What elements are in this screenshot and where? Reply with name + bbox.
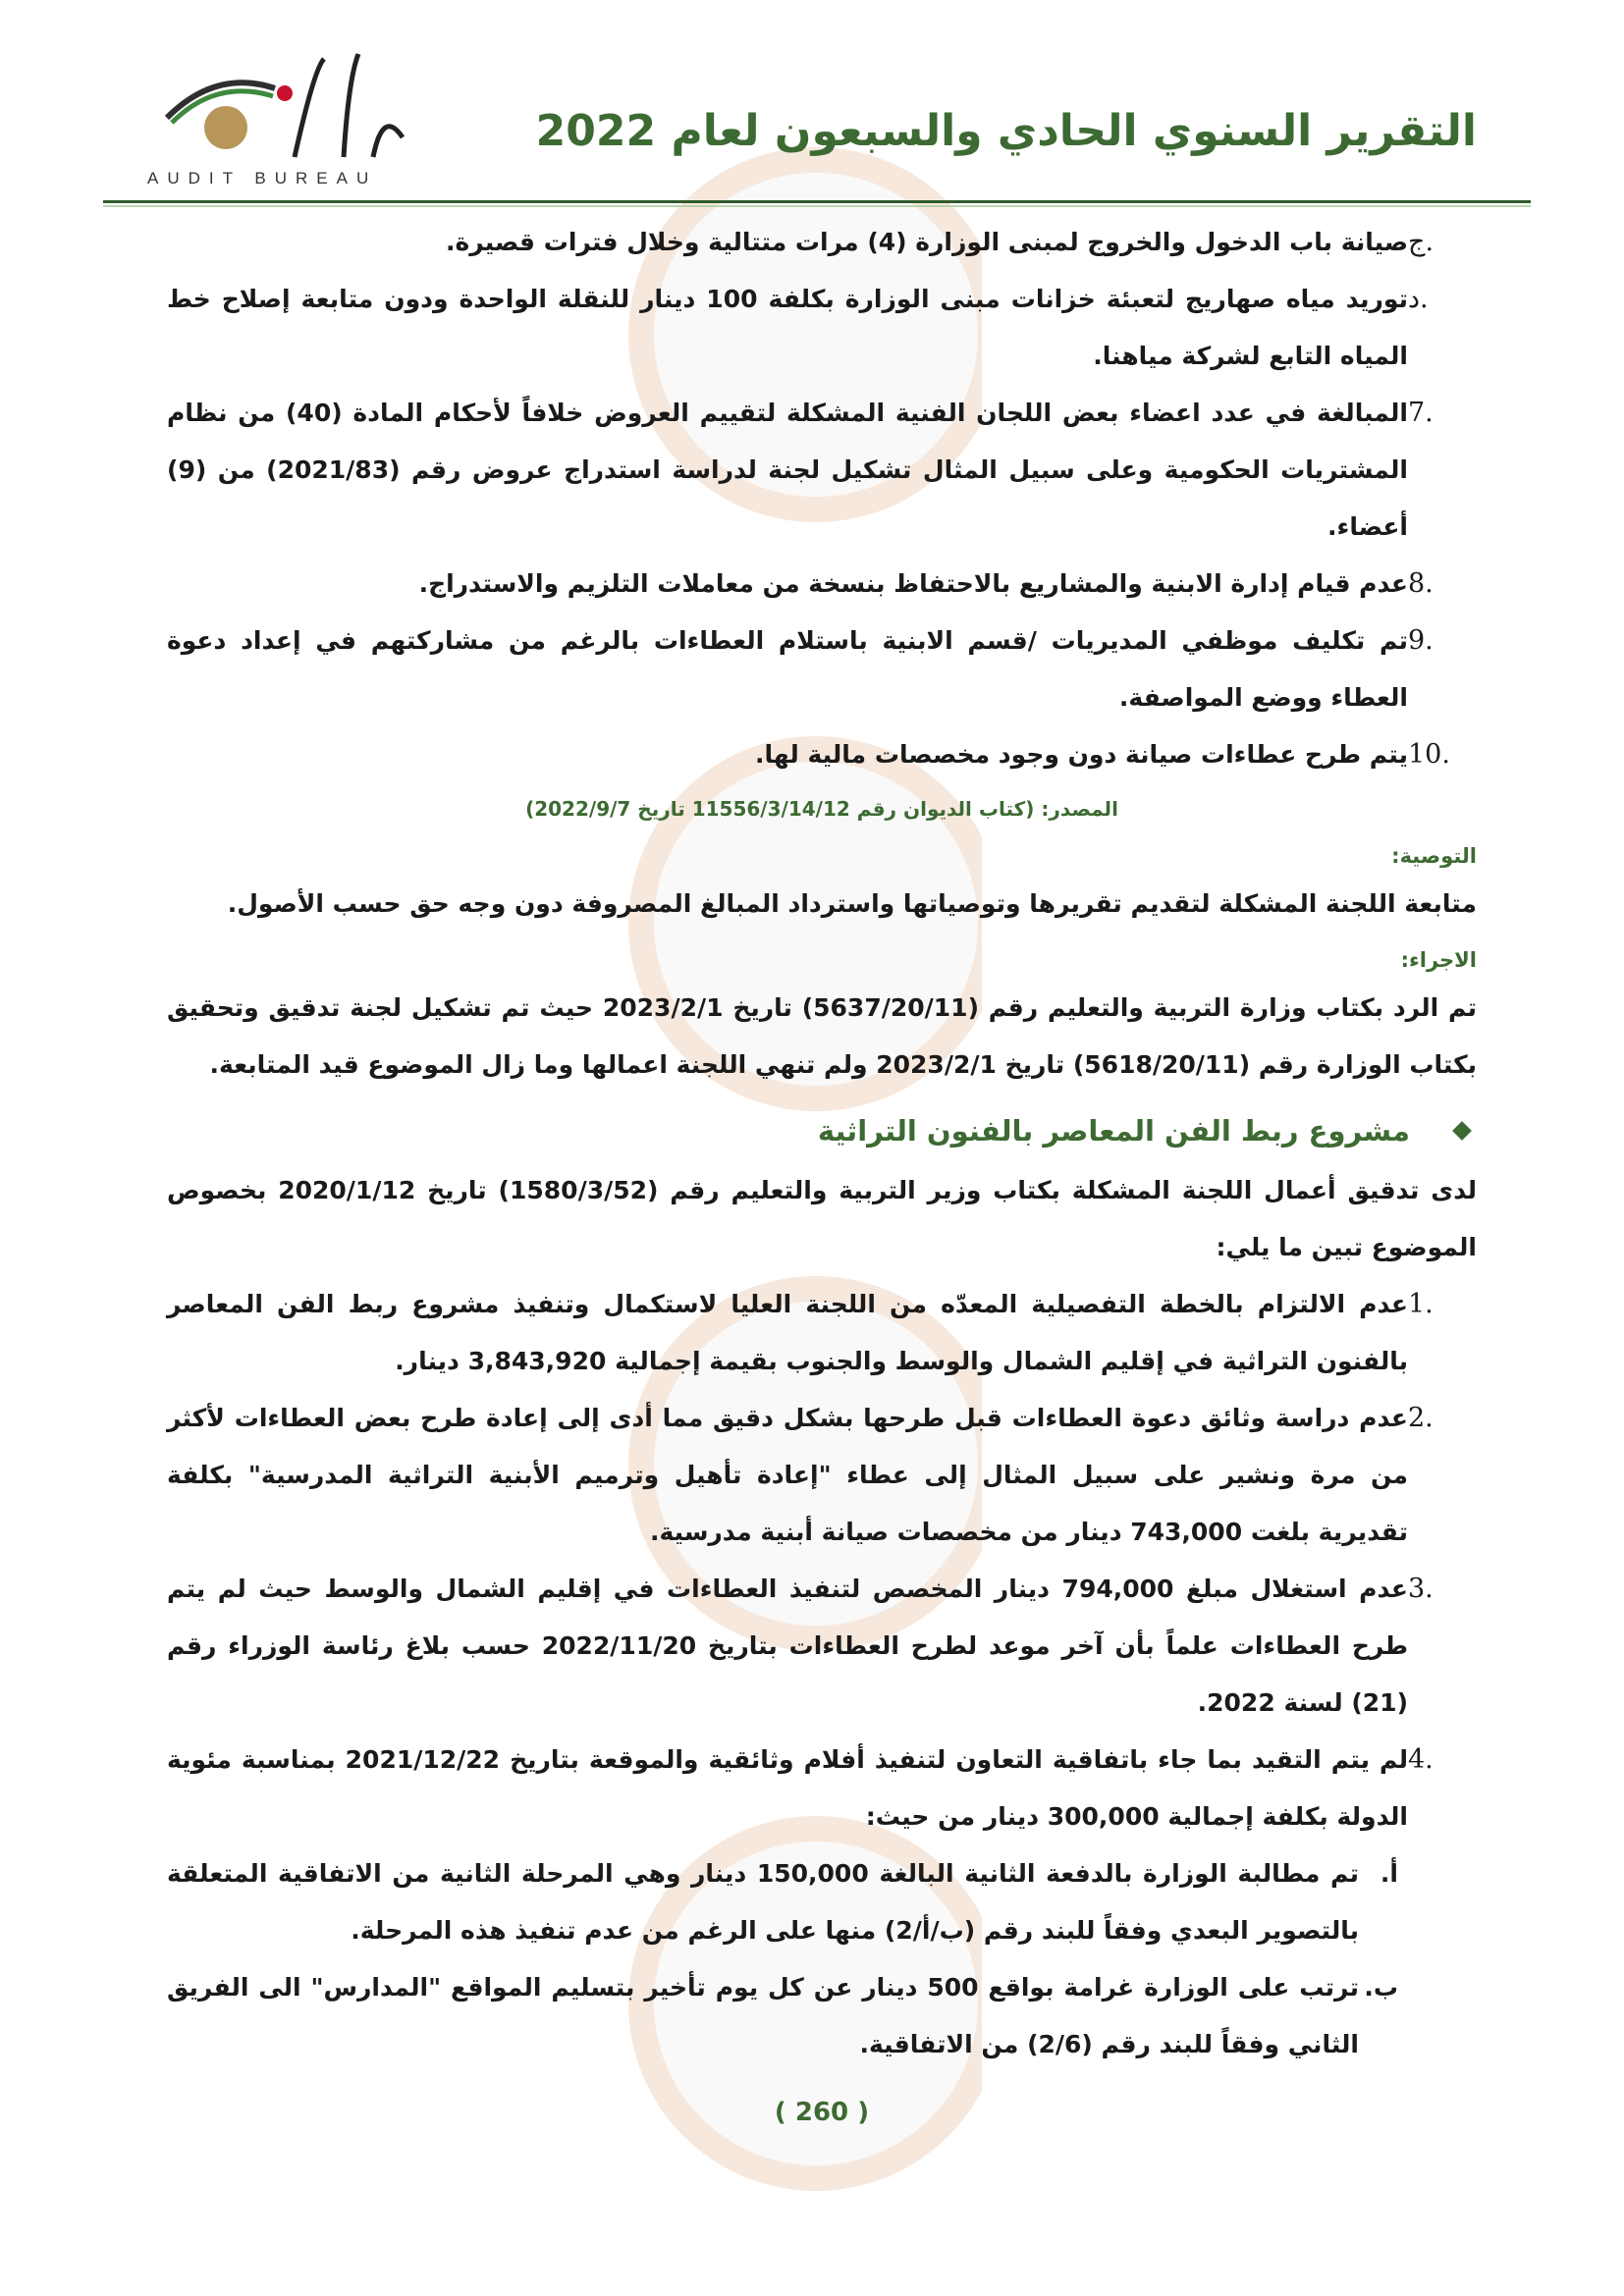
list-item [167,726,1477,783]
item-marker: 9. [1408,625,1434,656]
action-text: تم الرد بكتاب وزارة التربية والتعليم رقم (5637/20/11) تاريخ 2023/2/1 حيث تم تشكيل لجنة تدقيق وتحقيق بكتاب الوزارة رقم (5618/20/11) تاريخ 2023/2/1 ولم تنهي اللجنة اعمالها وما زال الموضوع قيد المتابعة. [167,993,1477,1079]
list-item [167,1845,1477,1959]
item-marker: أ. [1380,1859,1398,1888]
item-marker: ب. [1364,1973,1398,2002]
list-item-text: صيانة باب الدخول والخروج لمبنى الوزارة (4) مرات متتالية وخلال فترات قصيرة. [445,228,1408,256]
list-item-text: تم تكليف موظفي المديريات /قسم الابنية باستلام العطاءات بالرغم من مشاركتهم في إعداد دعوة العطاء ووضع المواصفة. [167,626,1408,712]
list-item-text: عدم قيام إدارة الابنية والمشاريع بالاحتفاظ بنسخة من معاملات التلزيم والاستدراج. [418,569,1408,598]
recommendation-label: التوصية: [1391,844,1477,868]
item-marker: 4. [1408,1744,1434,1775]
list-item-text: عدم الالتزام بالخطة التفصيلية المعدّه من اللجنة العليا لاستكمال وتنفيذ مشروع ربط الفن المعاصر بالفنون التراثية في إقليم الشمال والوسط والجنوب بقيمة إجمالية 3,843,920 دينار. [167,1290,1408,1375]
item-marker: د. [1408,284,1429,314]
list-item-text: تم مطالبة الوزارة بالدفعة الثانية البالغة 150,000 دينار وهي المرحلة الثانية من الاتفاقية المتعلقة بالتصوير البعدي وفقاً للبند رقم (ب/أ/2) منها على الرغم من عدم تنفيذ هذه المرحلة. [167,1859,1359,1945]
source-reference: المصدر: (كتاب الديوان رقم 11556/3/14/12 تاريخ 2022/9/7) [525,797,1118,821]
list-item-text: عدم استغلال مبلغ 794,000 دينار المخصص لتنفيذ العطاءات في إقليم الشمال والوسط حيث لم يتم طرح العطاءات علماً بأن آخر موعد لطرح العطاءات بتاريخ 2022/11/20 حسب بلاغ رئاسة الوزراء رقم (21) لسنة 2022. [167,1575,1408,1717]
list-item [167,613,1477,726]
list-item [167,1390,1477,1561]
list-item [167,1276,1477,1390]
bullet-diamond-icon [1452,1121,1472,1141]
item-marker: 1. [1408,1289,1434,1319]
report-title: التقرير السنوي الحادي والسبعون لعام 2022 [535,106,1477,156]
list-item-text: لم يتم التقيد بما جاء باتفاقية التعاون لتنفيذ أفلام وثائقية والموقعة بتاريخ 2021/12/22 بمناسبة مئوية الدولة بكلفة إجمالية 300,000 دينار من حيث: [167,1745,1408,1831]
recommendation-text: متابعة اللجنة المشكلة لتقديم تقريرها وتوصياتها واسترداد المبالغ المصروفة دون وجه حق حسب الأصول. [227,889,1477,918]
list-item [167,214,1477,271]
logo-english-text: AUDIT BUREAU [147,169,378,187]
list-item-text: المبالغة في عدد اعضاء بعض اللجان الفنية المشكلة لتقييم العروض خلافاً لأحكام المادة (40) من نظام المشتريات الحكومية وعلى سبيل المثال تشكيل لجنة لدراسة استدراج عروض رقم (2021/83) من (9) أعضاء. [167,399,1409,541]
page-number: ( 260 ) [774,2098,870,2127]
section-header [167,1103,1477,1158]
item-marker: ج. [1408,227,1435,257]
action-label: الاجراء: [1400,948,1477,972]
list-item-text: توريد مياه صهاريج لتعبئة خزانات مبنى الوزارة بكلفة 100 دينار للنقلة الواحدة ودون متابعة إصلاح خط المياه التابع لشركة مياهنا. [167,285,1408,370]
list-item [167,385,1477,556]
item-marker: 8. [1408,568,1434,599]
list-item-text: ترتب على الوزارة غرامة بواقع 500 دينار عن كل يوم تأخير بتسليم المواقع "المدارس" الى الفريق الثاني وفقاً للبند رقم (2/6) من الاتفاقية. [167,1973,1360,2058]
list-item [167,271,1477,385]
list-item [167,556,1477,613]
item-marker: 3. [1408,1574,1434,1604]
list-item [167,1959,1477,2073]
item-marker: 2. [1408,1403,1434,1433]
section-intro: لدى تدقيق أعمال اللجنة المشكلة بكتاب وزير التربية والتعليم رقم (1580/3/52) تاريخ 2020/1/12 بخصوص الموضوع تبين ما يلي: [167,1176,1478,1261]
item-marker: 10. [1408,739,1450,770]
item-marker: 7. [1408,398,1434,428]
section-heading: مشروع ربط الفن المعاصر بالفنون التراثية [817,1114,1410,1148]
list-item-text: عدم دراسة وثائق دعوة العطاءات قبل طرحها بشكل دقيق مما أدى إلى إعادة طرح بعض العطاءات لأكثر من مرة ونشير على سبيل المثال إلى عطاء "إعادة تأهيل وترميم الأبنية التراثية المدرسية" بكلفة تقديرية بلغت 743,000 دينار من مخصصات صيانة أبنية مدرسية. [167,1404,1408,1546]
list-item [167,1732,1477,1845]
list-item-text: يتم طرح عطاءات صيانة دون وجود مخصصات مالية لها. [755,740,1408,769]
list-item [167,1561,1477,1732]
